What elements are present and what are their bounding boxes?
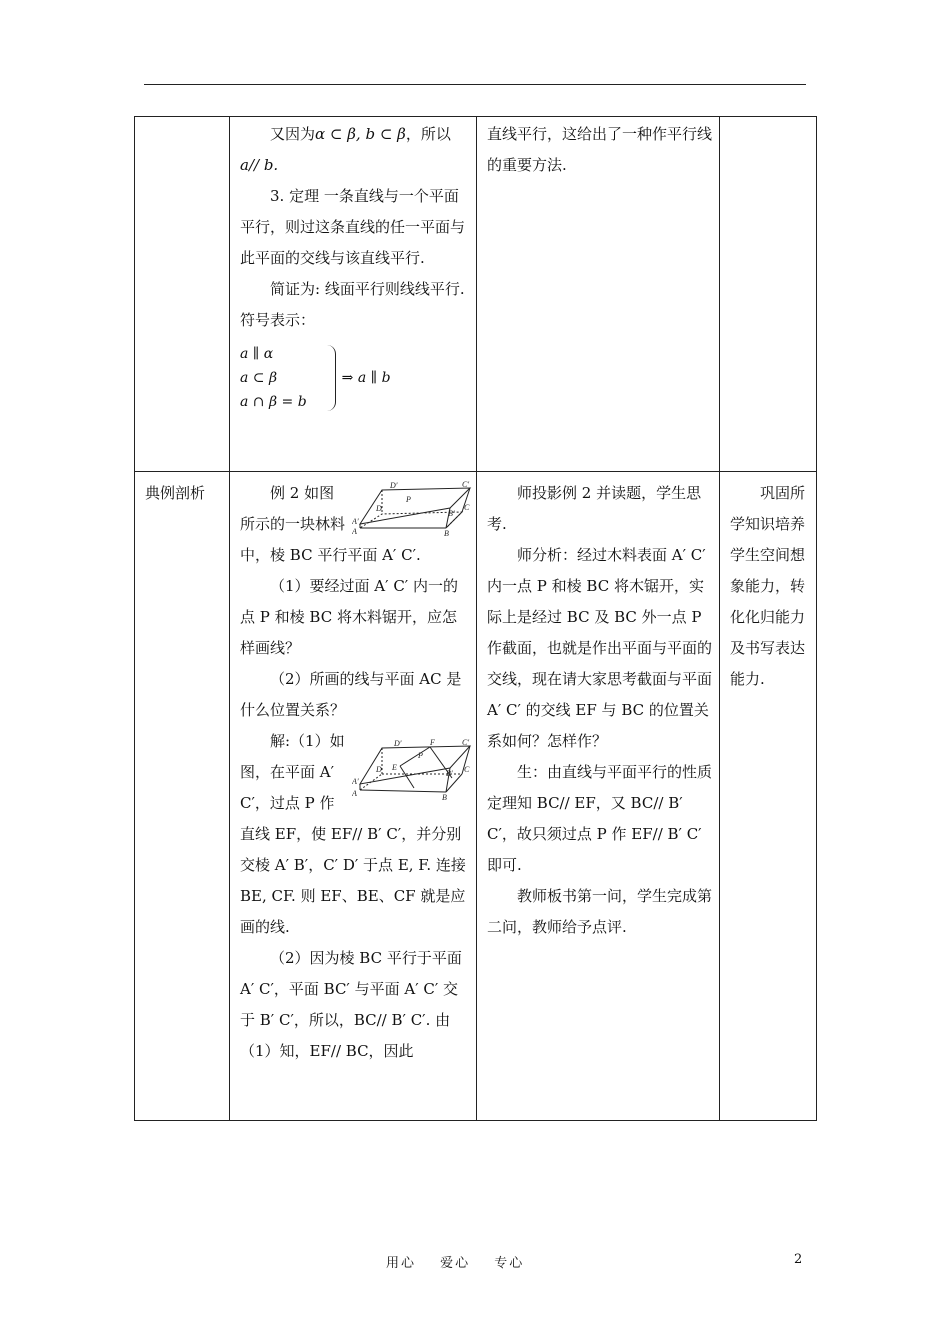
- svg-text:A: A: [352, 789, 357, 798]
- svg-text:D′: D′: [394, 739, 402, 748]
- line1: 又因为α ⊂ β, b ⊂ β，所以: [270, 125, 451, 143]
- brace-line: a ⊂ β: [240, 370, 278, 386]
- svg-text:B′: B′: [446, 769, 453, 778]
- page-number: 2: [794, 1252, 803, 1267]
- svg-text:E: E: [392, 763, 397, 772]
- svg-text:P: P: [406, 495, 411, 504]
- lesson-table: [134, 116, 817, 1121]
- solution-para2: （2）因为棱 BC 平行于平面 A′ C′，平面 BC′ 与平面 A′ C′ 交于 B′ C′，所以，BC// B′ C′. 由（1）知，EF// BC，因此: [240, 949, 462, 1060]
- symbol-brace: [240, 342, 470, 414]
- header-rule: [144, 84, 806, 85]
- wood-block-figure-2: [352, 736, 474, 800]
- theorem-text: 3. 定理 一条直线与一个平面平行，则过这条直线的任一平面与此平面的交线与该直线平行.: [240, 187, 466, 267]
- svg-text:A′: A′: [352, 517, 359, 526]
- brace-line: a ∥ α: [240, 346, 274, 362]
- student-para: 生：由直线与平面平行的性质定理知 BC// EF，又 BC// B′ C′，故只须过点 P 作 EF// B′ C′ 即可.: [487, 763, 713, 874]
- svg-text:A′: A′: [352, 777, 359, 786]
- row1-col1: [135, 117, 230, 472]
- example-para1: 例 2 如图所示的一块林料中，棱 BC 平行平面 A′ C′.: [240, 484, 421, 564]
- table-row: [135, 117, 817, 472]
- svg-text:D′: D′: [390, 481, 398, 490]
- svg-text:C: C: [464, 765, 470, 774]
- row2-col1: 典例剖析: [135, 472, 230, 1121]
- solution-para1: 解:（1）如图，在平面 A′ C′，过点 P 作直线 EF，使 EF// B′ C′，并分别交棱 A′ B′，C′ D′ 于点 E, F. 连接 BE, CF. 则 EF、BE、CF 就是应画的线.: [240, 732, 466, 936]
- teacher-para1: 师投影例 2 并读题，学生思考.: [487, 484, 702, 533]
- brace-icon: [327, 345, 336, 411]
- row1-col3: 直线平行，这给出了一种作平行线的重要方法.: [477, 117, 720, 472]
- brace-result: ⇒ a ∥ b: [341, 369, 391, 386]
- svg-text:B: B: [442, 793, 447, 800]
- svg-text:C′: C′: [462, 738, 470, 747]
- svg-text:D: D: [376, 765, 382, 774]
- symbol-label: 符号表示：: [240, 311, 316, 329]
- svg-text:P: P: [418, 751, 423, 760]
- teacher-para3: 教师板书第一问，学生完成第二问，教师给予点评.: [487, 887, 713, 936]
- svg-text:F: F: [430, 738, 435, 747]
- example-para3: （2）所画的线与平面 AC 是什么位置关系？: [240, 670, 462, 719]
- row2-col3: [477, 472, 720, 1121]
- row1-col2: [230, 117, 477, 472]
- teacher-para2: 师分析：经过木料表面 A′ C′ 内一点 P 和棱 BC 将木锯开，实际上是经过 BC 及 BC 外一点 P 作截面，也就是作出平面与平面的交线，现在请大家思考截面与平面 A′ C′ 的交线 EF 与 BC 的位置关系如何？怎样作？: [487, 546, 713, 750]
- proof-text: 简证为: 线面平行则线线平行.: [270, 280, 465, 298]
- line2: a// b.: [240, 156, 279, 174]
- svg-text:C′: C′: [462, 480, 470, 489]
- wood-block-figure-1: [352, 478, 474, 536]
- brace-line: a ∩ β = b: [240, 394, 307, 410]
- svg-text:C: C: [464, 503, 470, 512]
- row1-col4: [720, 117, 817, 472]
- example-para2: （1）要经过面 A′ C′ 内一的点 P 和棱 BC 将木料锯开，应怎样画线？: [240, 577, 458, 657]
- svg-text:B: B: [444, 529, 449, 536]
- footer-text: 用心 爱心 专心: [386, 1256, 525, 1271]
- svg-text:B′: B′: [448, 509, 455, 518]
- goal-text: 巩固所学知识培养学生空间想象能力，转化化归能力及书写表达能力.: [730, 484, 806, 688]
- row2-col2: [230, 472, 477, 1121]
- table-row: [135, 472, 817, 1121]
- row2-col4: [720, 472, 817, 1121]
- svg-text:A: A: [352, 527, 357, 536]
- svg-text:D: D: [376, 504, 382, 513]
